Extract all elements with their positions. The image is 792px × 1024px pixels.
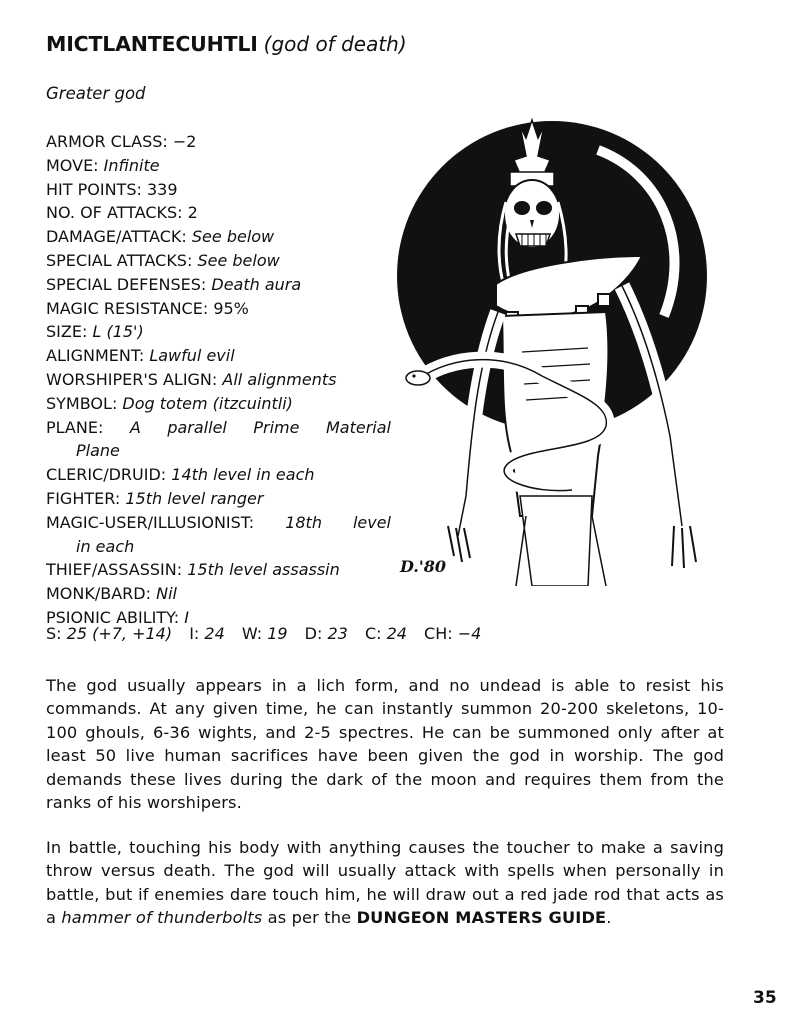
- stat-psionic: PSIONIC ABILITY: I: [46, 607, 189, 627]
- ability-intelligence: I: 24: [189, 624, 225, 643]
- stat-alignment: ALIGNMENT: Lawful evil: [46, 346, 235, 366]
- stat-special-defenses: SPECIAL DEFENSES: Death aura: [46, 274, 302, 294]
- stat-thief-assassin: THIEF/ASSASSIN: 15th level assassin: [46, 560, 340, 580]
- stat-symbol: SYMBOL: Dog totem (itzcuintli): [46, 393, 293, 413]
- page-number: 35: [753, 988, 777, 1008]
- stat-special-attacks: SPECIAL ATTACKS: See below: [46, 250, 280, 270]
- stat-hit-points: HIT POINTS: 339: [46, 179, 178, 199]
- stat-magic-user-cont: in each: [76, 536, 135, 556]
- ability-constitution: C: 24: [364, 624, 407, 643]
- book-reference: DUNGEON MASTERS GUIDE: [356, 908, 607, 928]
- stat-cleric-druid: CLERIC/DRUID: 14th level in each: [46, 465, 315, 485]
- description-paragraph-2: In battle, touching his body with anything causes the toucher to make a saving throw versus death. The god will usually attack with spells when personally in battle, but if enemies dare touch him, he will draw out a red jade rod that acts as a hammer of thunderbolts as per the DUNGEON MASTERS GUIDE.: [46, 838, 724, 928]
- ability-strength: S: 25 (+7, +14): [46, 624, 173, 643]
- deity-epithet: (god of death): [263, 32, 407, 56]
- stat-block: [46, 130, 391, 630]
- stat-fighter: FIGHTER: 15th level ranger: [46, 488, 264, 508]
- stat-attacks: NO. OF ATTACKS: 2: [46, 203, 198, 223]
- deity-rank: Greater god: [46, 84, 146, 103]
- stat-magic-resistance: MAGIC RESISTANCE: 95%: [46, 298, 249, 318]
- artist-signature: D.'80: [400, 557, 447, 576]
- deity-name: MICTLANTECUHTLI: [46, 32, 258, 56]
- ability-scores: [46, 624, 493, 643]
- skeletal-god-illustration-icon: [392, 116, 712, 586]
- stat-damage: DAMAGE/ATTACK: See below: [46, 227, 275, 247]
- entry-title: [46, 32, 407, 56]
- ability-wisdom: W: 19: [241, 624, 288, 643]
- stat-worshipers-align: WORSHIPER'S ALIGN: All alignments: [46, 369, 337, 389]
- ability-charisma: CH: −4: [424, 624, 482, 643]
- ability-dexterity: D: 23: [304, 624, 348, 643]
- description-paragraph-1: The god usually appears in a lich form, and no undead is able to resist his commands. At any given time, he can instantly summon 20-200 skeletons, 10-100 ghouls, 6-36 wights, and 2-5 spectres. He can be summoned only after at least 50 live human sacrifices have been given the god in worship. The god demands these lives during the dark of the moon and requires them from the ranks of his worshipers.: [46, 676, 724, 813]
- item-name-italic: hammer of thunderbolts: [61, 908, 263, 928]
- stat-monk-bard: MONK/BARD: Nil: [46, 584, 177, 604]
- stat-plane: PLANE: A parallel Prime Material: [46, 417, 392, 437]
- stat-move: MOVE: Infinite: [46, 155, 160, 175]
- stat-plane-cont: Plane: [76, 441, 120, 461]
- stat-size: SIZE: L (15'): [46, 322, 144, 342]
- stat-magic-user: MAGIC-USER/ILLUSIONIST: 18th level: [46, 512, 391, 532]
- stat-armor-class: ARMOR CLASS: −2: [46, 132, 197, 151]
